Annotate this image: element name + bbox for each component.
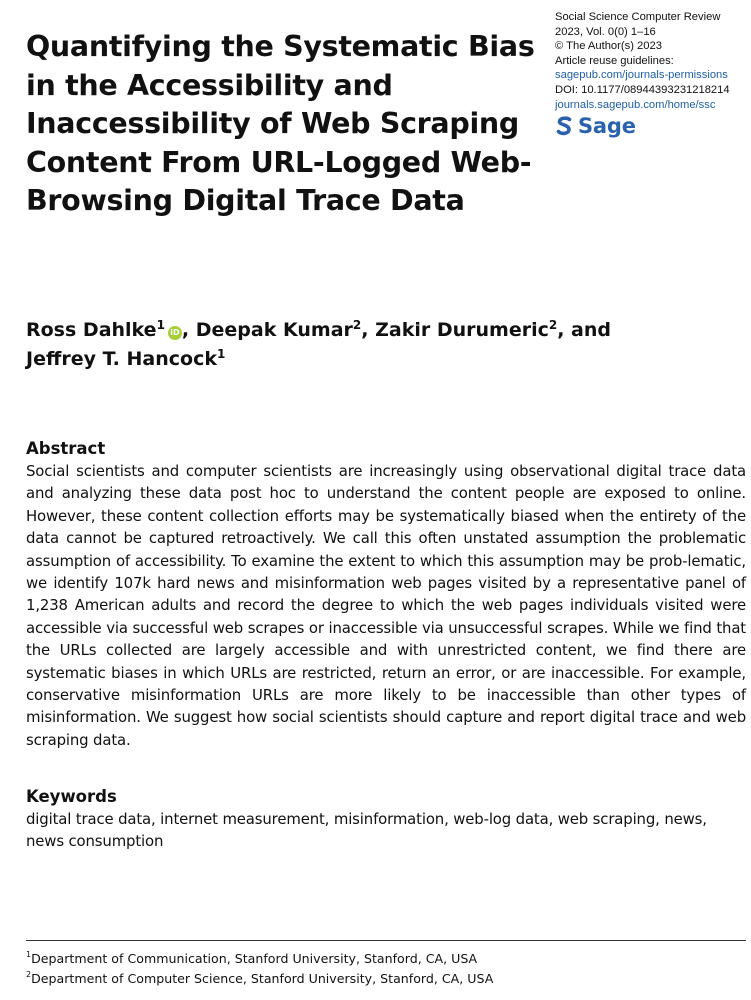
author-affiliation: 2 [548,318,558,332]
abstract-text: Social scientists and computer scientists are increasingly using observational digital trace data and analyzing these data post hoc to understand the content people are exposed to online. However, these content collection efforts may be systematically biased when the entirety of the data cannot be captured retroactively. We call this often unstated assumption the problematic assumption of accessibility. To examine the extent to which this assumption may be prob-lematic, we identify 107k hard news and misinformation web pages visited by a representative panel of 1,238 American adults and record the degree to which the web pages individuals visited were accessible via successful web scrapes or inaccessible via unsuccessful scrapes. While we find that the URLs collected are largely accessible and with unrestricted content, we find there are systematic biases in which URLs are restricted, return an error, or are inaccessible. For example, conservative misinformation URLs are more likely to be inaccessible than other types of misinformation. We suggest how social scientists should capture and report digital trace and web scraping data. [26,462,746,749]
footnotes [26,949,746,989]
author-list [26,316,726,374]
doi: DOI: 10.1177/08944393231218214 [555,83,730,96]
footnote-text: Department of Communication, Stanford University, Stanford, CA, USA [31,951,478,966]
footnote-mark: 1 [26,950,32,959]
journal-volume: 2023, Vol. 0(0) 1–16 [555,25,656,38]
journal-name: Social Science Computer Review [555,11,721,23]
sage-logo [555,115,751,137]
permissions-link[interactable]: sagepub.com/journals-permissions [555,69,728,82]
author-affiliation: 1 [156,318,165,332]
journal-link[interactable]: journals.sagepub.com/home/ssc [555,98,716,111]
sage-wordmark: Sage [578,113,636,138]
footnote-divider [26,940,746,941]
article-title: Quantifying the Systematic Bias in the Accessibility and Inaccessibility of Web Scraping Content From URL-Logged Web-Browsing Digital Trace Data [26,30,535,217]
abstract-section [26,438,746,751]
abstract-heading: Abstract [26,439,106,458]
author-separator: , [361,319,376,341]
author-name: Zakir Durumeric [375,319,549,341]
keywords-text: digital trace data, internet measurement, misinformation, web-log data, web scraping, news, news consumption [26,810,707,851]
footnote [26,969,746,989]
footnote-text: Department of Computer Science, Stanford University, Stanford, CA, USA [31,971,494,986]
author-name: Jeffrey T. Hancock [26,348,217,370]
orcid-icon[interactable]: iD [168,326,182,340]
author-affiliation: 2 [352,318,362,332]
keywords-section [26,786,746,853]
footnote-mark: 2 [26,970,32,979]
footnote [26,949,746,969]
author-name: Ross Dahlke [26,319,157,341]
author-separator: , [181,319,196,341]
author-separator: , and [557,319,611,341]
keywords-heading: Keywords [26,787,117,806]
sage-s-icon [555,115,573,137]
author-name: Deepak Kumar [195,319,353,341]
author-affiliation: 1 [216,347,226,361]
journal-info [555,10,751,137]
copyright: © The Author(s) 2023 [555,40,662,53]
reuse-label: Article reuse guidelines: [555,54,674,67]
